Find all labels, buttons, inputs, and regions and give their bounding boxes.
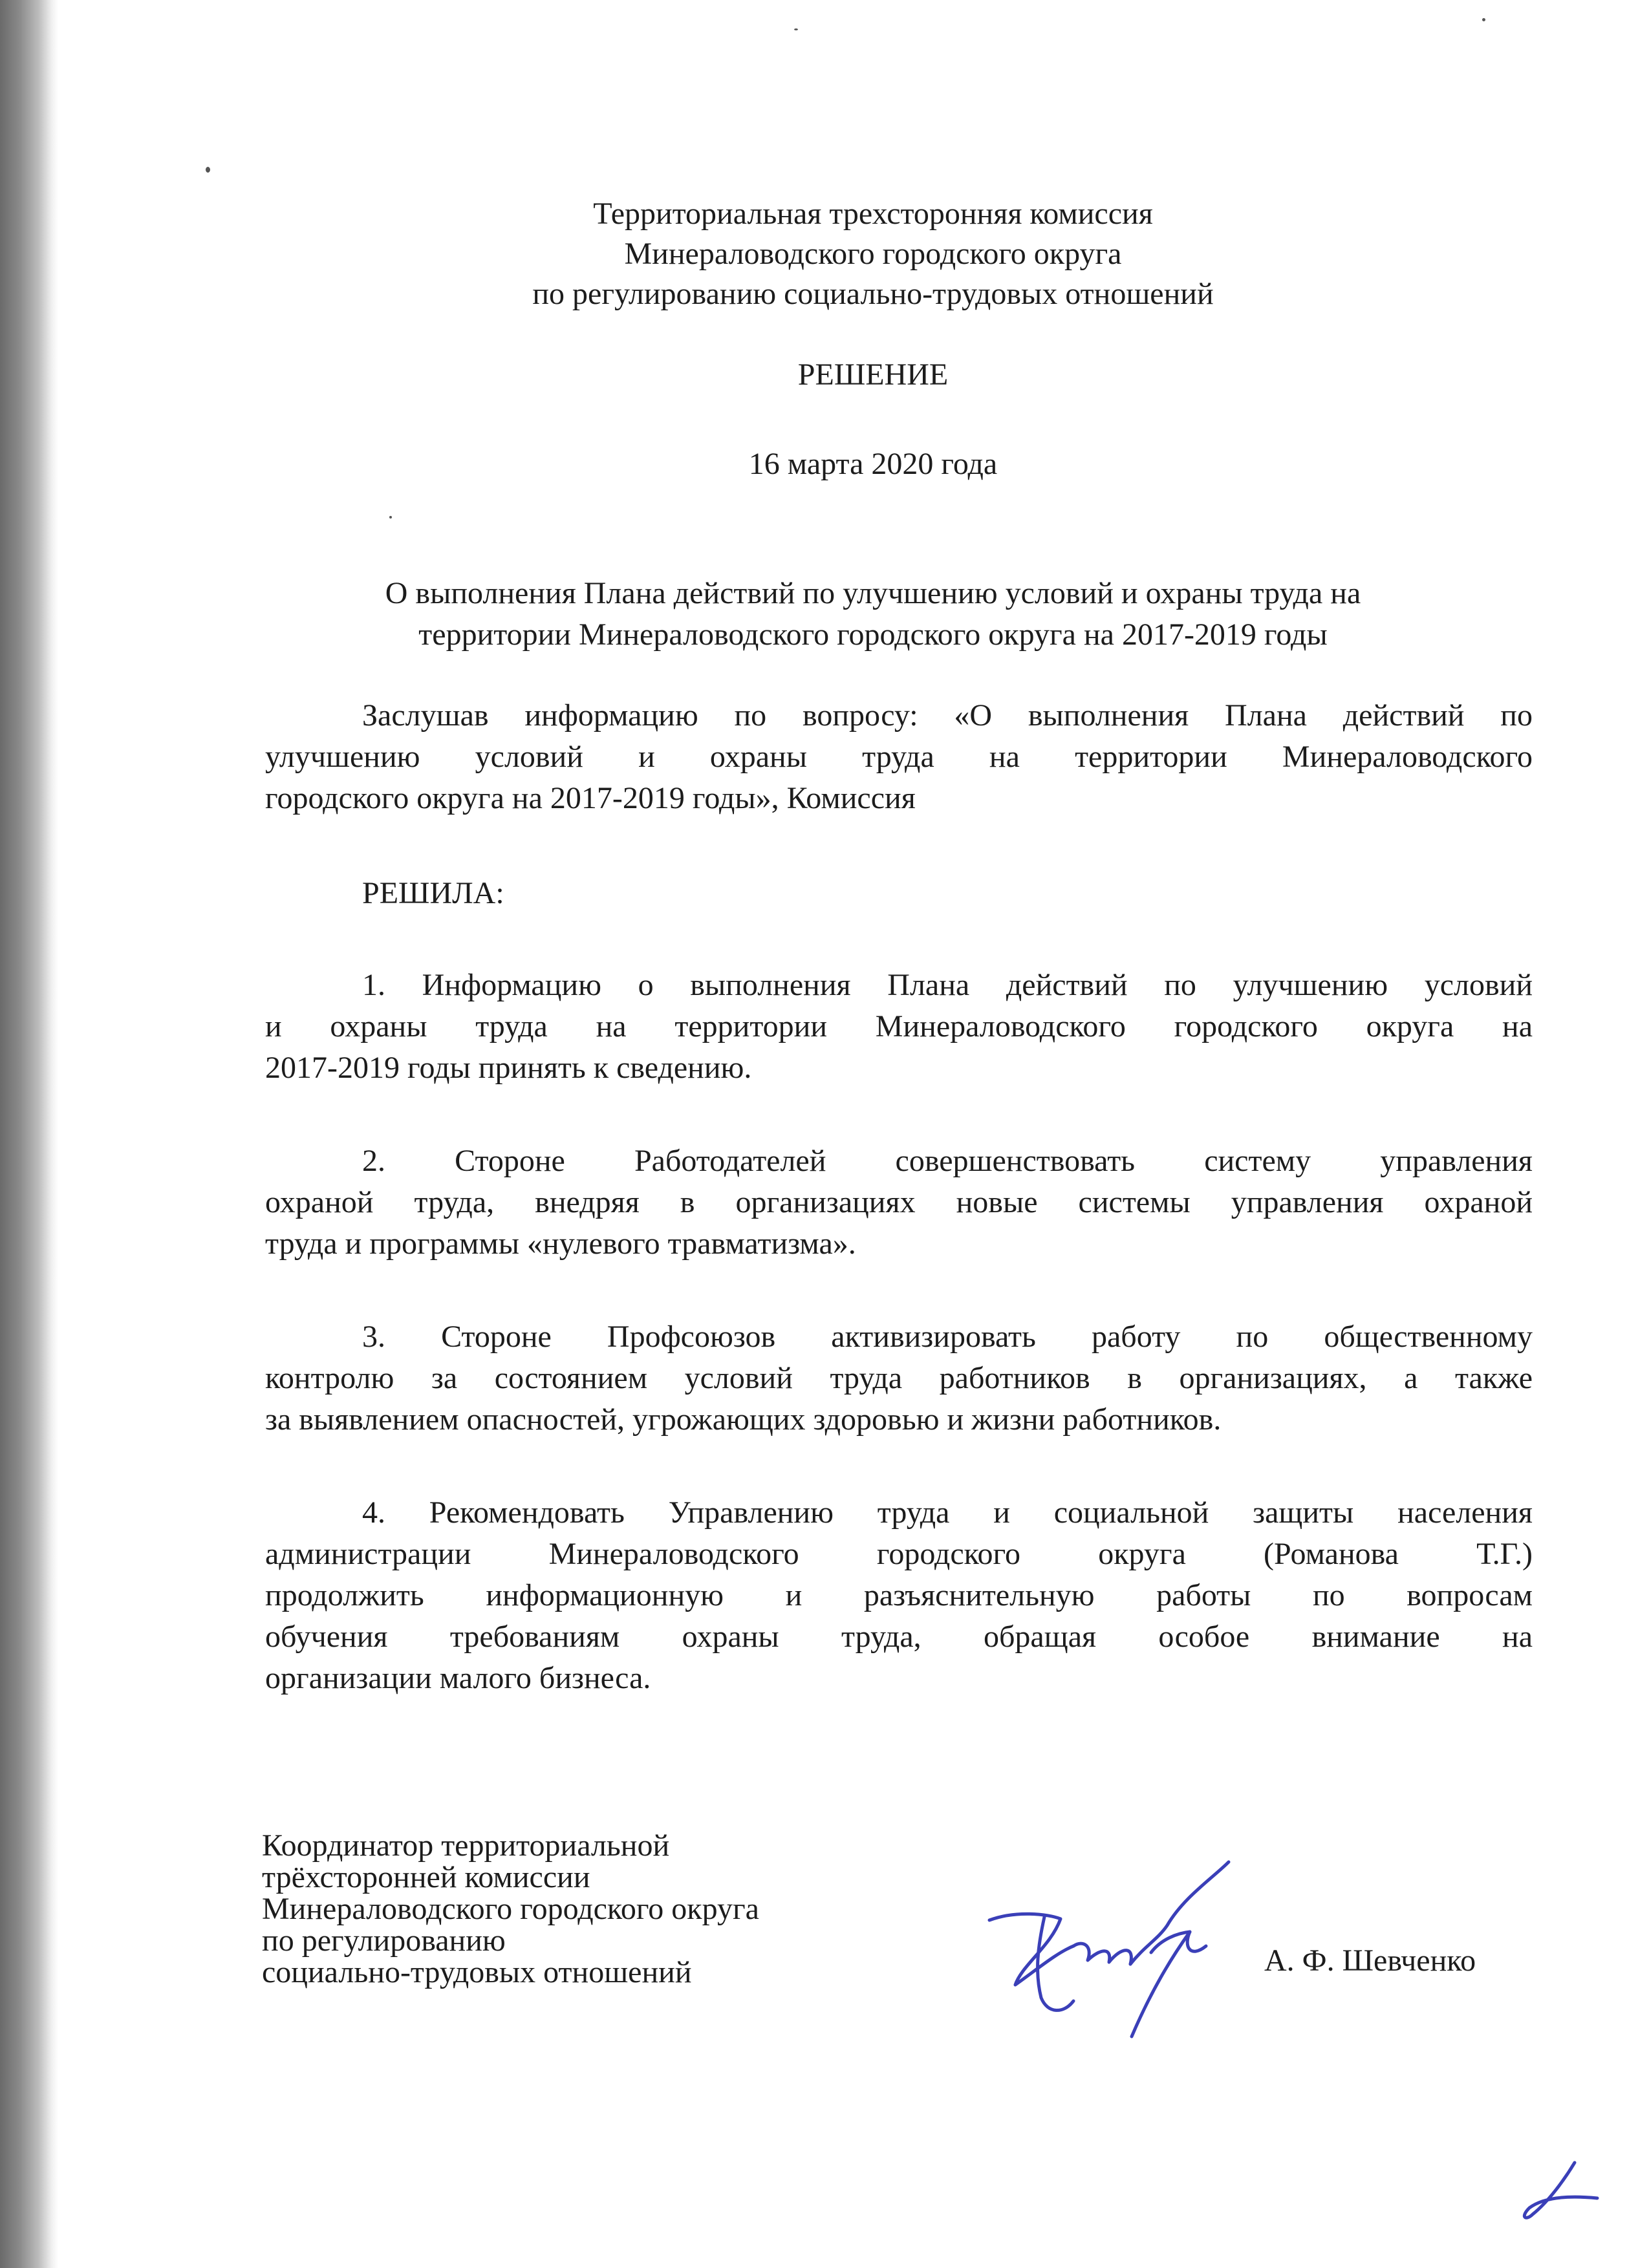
item-line: 4. Рекомендовать Управлению труда и социальной защиты населения — [362, 1495, 1533, 1530]
document-date: 16 марта 2020 года — [748, 447, 998, 481]
item-line: и охраны труда на территории Минераловодского городского округа на — [265, 1009, 1533, 1043]
item-line: охраной труда, внедряя в организациях новые системы управления охраной — [265, 1185, 1533, 1219]
decision-item-4 — [265, 1492, 1533, 1699]
item-line: продолжить информационную и разъяснительную работы по вопросам — [265, 1578, 1533, 1612]
ink-scribble-mark — [1513, 2153, 1610, 2231]
signatory-line: Координатор территориальной — [262, 1828, 670, 1863]
item-line: 1. Информацию о выполнения Плана действий по улучшению условий — [362, 968, 1533, 1002]
item-line: 2. Стороне Работодателей совершенствовать систему управления — [362, 1144, 1533, 1178]
scan-speck — [206, 167, 210, 173]
signatory-line: трёхсторонней комиссии — [262, 1860, 590, 1894]
header-line: по регулированию социально-трудовых отношений — [532, 277, 1214, 311]
item-line: 3. Стороне Профсоюзов активизировать работу по общественному — [362, 1320, 1533, 1354]
scan-shadow-edge — [0, 0, 58, 2268]
subject-line: О выполнения Плана действий по улучшению условий и охраны труда на — [385, 576, 1361, 610]
signer-name: А. Ф. Шевченко — [1264, 1943, 1476, 1978]
header-line: Территориальная трехсторонняя комиссия — [593, 197, 1153, 231]
scan-speck — [794, 28, 798, 30]
commission-header — [259, 194, 1487, 314]
decision-item-3 — [265, 1316, 1533, 1440]
decision-subject — [259, 573, 1487, 656]
decided-label — [265, 873, 1533, 914]
handwritten-signature — [976, 1849, 1261, 2043]
decision-item-1 — [265, 965, 1533, 1089]
subject-line: территории Минераловодского городского округа на 2017-2019 годы — [418, 617, 1328, 652]
item-line: 2017-2019 годы принять к сведению. — [265, 1051, 752, 1085]
intro-paragraph — [265, 695, 1533, 819]
signatory-title — [262, 1830, 759, 1988]
item-line: труда и программы «нулевого травматизма». — [265, 1226, 856, 1261]
signatory-line: Минераловодского городского округа — [262, 1892, 759, 1926]
intro-line: улучшению условий и охраны труда на территории Минераловодского — [265, 740, 1533, 774]
document-title: РЕШЕНИЕ — [797, 358, 949, 392]
scan-speck — [1482, 18, 1485, 21]
intro-line: Заслушав информацию по вопросу: «О выполнения Плана действий по — [362, 698, 1533, 733]
decision-item-2 — [265, 1140, 1533, 1265]
item-line: контролю за состоянием условий труда работников в организациях, а также — [265, 1361, 1533, 1395]
item-line: за выявлением опасностей, угрожающих здоровью и жизни работников. — [265, 1402, 1222, 1437]
decided-label-text: РЕШИЛА: — [362, 876, 504, 910]
item-line: администрации Минераловодского городского округа (Романова Т.Г.) — [265, 1537, 1533, 1571]
signatory-line: социально-трудовых отношений — [262, 1955, 692, 1989]
item-line: организации малого бизнеса. — [265, 1661, 651, 1695]
scan-speck — [389, 516, 392, 519]
item-line: обучения требованиям охраны труда, обращая особое внимание на — [265, 1620, 1533, 1654]
intro-line: городского округа на 2017-2019 годы», Комиссия — [265, 781, 916, 815]
header-line: Минераловодского городского округа — [624, 237, 1122, 271]
signatory-line: по регулированию — [262, 1923, 506, 1958]
